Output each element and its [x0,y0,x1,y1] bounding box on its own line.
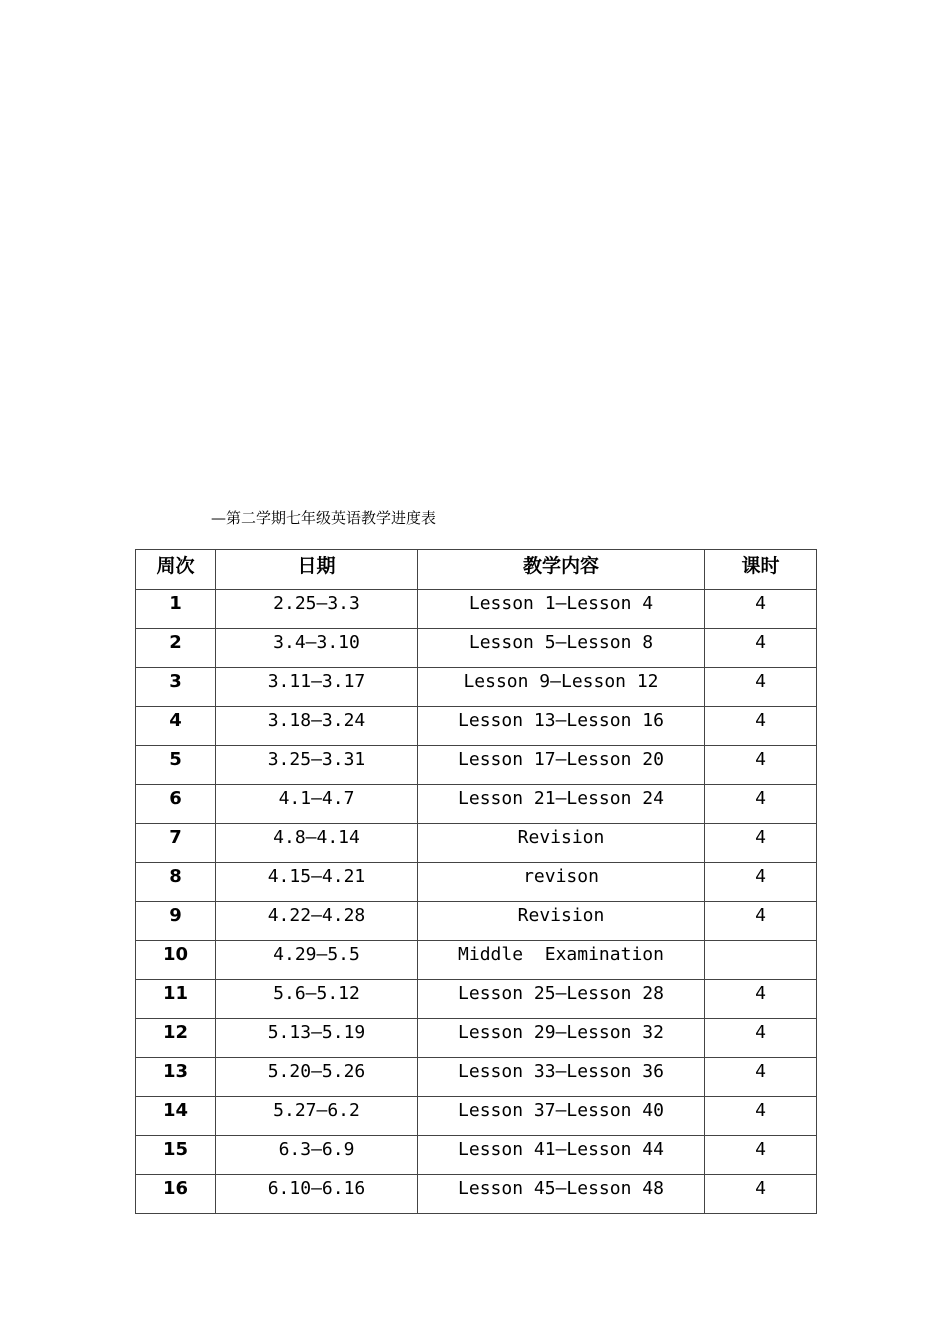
week-cell: 9 [136,902,216,941]
week-cell: 16 [136,1175,216,1214]
hours-cell [705,941,817,980]
date-cell: 3.25—3.31 [216,746,418,785]
week-cell: 12 [136,1019,216,1058]
table-row [136,707,817,746]
table-header-row [136,550,817,590]
hours-cell: 4 [705,590,817,629]
week-cell: 15 [136,1136,216,1175]
date-cell: 6.10—6.16 [216,1175,418,1214]
content-cell: Lesson 37—Lesson 40 [418,1097,705,1136]
table-row [136,824,817,863]
table-row [136,1097,817,1136]
date-cell: 4.15—4.21 [216,863,418,902]
hours-cell: 4 [705,1019,817,1058]
table-row [136,629,817,668]
header-week: 周次 [136,550,216,590]
week-cell: 13 [136,1058,216,1097]
table-row [136,668,817,707]
content-cell: Lesson 13—Lesson 16 [418,707,705,746]
content-cell: Lesson 33—Lesson 36 [418,1058,705,1097]
content-cell: Revision [418,824,705,863]
table-row [136,902,817,941]
date-cell: 4.8—4.14 [216,824,418,863]
date-cell: 4.29—5.5 [216,941,418,980]
content-cell: Lesson 25—Lesson 28 [418,980,705,1019]
table-row [136,1019,817,1058]
week-cell: 7 [136,824,216,863]
content-cell: Middle Examination [418,941,705,980]
hours-cell: 4 [705,746,817,785]
hours-cell: 4 [705,902,817,941]
week-cell: 2 [136,629,216,668]
date-cell: 3.11—3.17 [216,668,418,707]
table-row [136,785,817,824]
date-cell: 6.3—6.9 [216,1136,418,1175]
header-content: 教学内容 [418,550,705,590]
hours-cell: 4 [705,980,817,1019]
date-cell: 3.18—3.24 [216,707,418,746]
content-cell: revison [418,863,705,902]
date-cell: 5.6—5.12 [216,980,418,1019]
hours-cell: 4 [705,863,817,902]
header-date: 日期 [216,550,418,590]
date-cell: 5.20—5.26 [216,1058,418,1097]
hours-cell: 4 [705,824,817,863]
week-cell: 5 [136,746,216,785]
week-cell: 14 [136,1097,216,1136]
hours-cell: 4 [705,1097,817,1136]
content-cell: Lesson 1—Lesson 4 [418,590,705,629]
date-cell: 5.27—6.2 [216,1097,418,1136]
table-row [136,1058,817,1097]
content-cell: Lesson 29—Lesson 32 [418,1019,705,1058]
week-cell: 4 [136,707,216,746]
date-cell: 4.1—4.7 [216,785,418,824]
table-row [136,1136,817,1175]
date-cell: 4.22—4.28 [216,902,418,941]
content-cell: Revision [418,902,705,941]
content-cell: Lesson 21—Lesson 24 [418,785,705,824]
table-row [136,863,817,902]
hours-cell: 4 [705,1058,817,1097]
table-row [136,746,817,785]
week-cell: 1 [136,590,216,629]
table-body [136,590,817,1214]
table-row [136,590,817,629]
table-row [136,980,817,1019]
date-cell: 5.13—5.19 [216,1019,418,1058]
hours-cell: 4 [705,785,817,824]
hours-cell: 4 [705,1136,817,1175]
content-cell: Lesson 45—Lesson 48 [418,1175,705,1214]
content-cell: Lesson 17—Lesson 20 [418,746,705,785]
content-cell: Lesson 5—Lesson 8 [418,629,705,668]
content-cell: Lesson 9—Lesson 12 [418,668,705,707]
table-row [136,941,817,980]
week-cell: 8 [136,863,216,902]
week-cell: 10 [136,941,216,980]
date-cell: 2.25—3.3 [216,590,418,629]
hours-cell: 4 [705,707,817,746]
table-row [136,1175,817,1214]
hours-cell: 4 [705,668,817,707]
hours-cell: 4 [705,1175,817,1214]
table-caption: —第二学期七年级英语教学进度表 [211,509,437,527]
week-cell: 11 [136,980,216,1019]
week-cell: 3 [136,668,216,707]
header-hours: 课时 [705,550,817,590]
week-cell: 6 [136,785,216,824]
hours-cell: 4 [705,629,817,668]
content-cell: Lesson 41—Lesson 44 [418,1136,705,1175]
date-cell: 3.4—3.10 [216,629,418,668]
schedule-table [135,549,817,1214]
